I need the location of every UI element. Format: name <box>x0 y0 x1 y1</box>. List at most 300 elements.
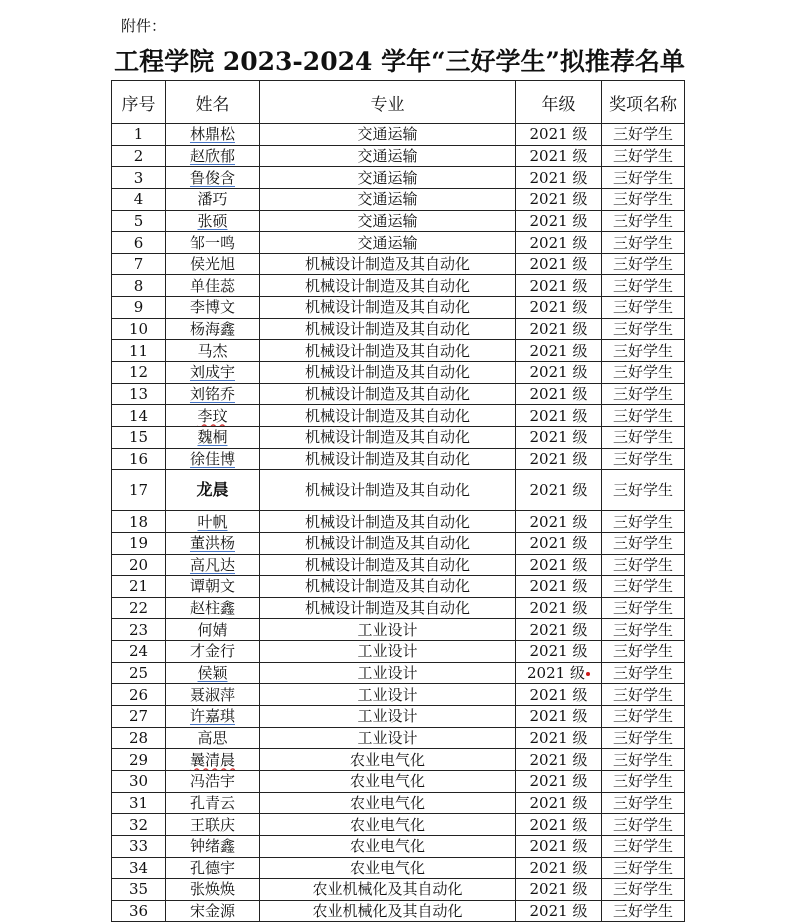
award-cell-text: 三好学生 <box>612 728 673 747</box>
table-row <box>112 470 685 511</box>
grade-cell <box>516 706 602 728</box>
grade-cell-text: 2021 级 <box>529 146 588 165</box>
student-name <box>166 576 260 598</box>
row-number-text: 20 <box>128 555 149 574</box>
student-name-text: 赵柱鑫 <box>189 599 235 618</box>
major-cell <box>260 362 516 384</box>
major-cell-text: 交通运输 <box>357 211 418 230</box>
award-cell-text: 三好学生 <box>612 793 673 812</box>
row-number <box>112 145 166 167</box>
grade-cell-text: 2021 级 <box>529 190 588 209</box>
award-cell <box>602 124 685 146</box>
row-number-text: 5 <box>133 211 144 230</box>
major-cell <box>260 297 516 319</box>
award-cell-text: 三好学生 <box>612 534 673 553</box>
table-row <box>112 662 685 684</box>
award-cell <box>602 879 685 901</box>
student-name-text: 张硕 <box>197 211 228 230</box>
major-cell-text: 机械设计制造及其自动化 <box>304 276 470 295</box>
award-cell <box>602 706 685 728</box>
grade-cell-text: 2021 级 <box>529 902 588 921</box>
row-number <box>112 641 166 663</box>
row-number-text: 30 <box>128 772 149 791</box>
award-cell <box>602 318 685 340</box>
row-number-text: 21 <box>128 577 149 596</box>
major-cell-text: 机械设计制造及其自动化 <box>304 406 470 425</box>
row-number <box>112 426 166 448</box>
award-cell <box>602 727 685 749</box>
row-number-text: 17 <box>128 481 149 500</box>
student-name-text: 刘铭乔 <box>189 385 235 403</box>
award-cell <box>602 597 685 619</box>
major-cell <box>260 448 516 470</box>
award-cell <box>602 253 685 275</box>
major-cell-text: 机械设计制造及其自动化 <box>304 534 470 553</box>
award-cell <box>602 662 685 684</box>
table-row <box>112 318 685 340</box>
row-number <box>112 532 166 554</box>
row-number-text: 19 <box>128 534 149 553</box>
student-name-text: 王联庆 <box>189 815 235 834</box>
student-name-text: 侯颖 <box>197 664 228 683</box>
award-cell <box>602 275 685 297</box>
header-major: 专业 <box>260 81 516 124</box>
award-cell-text: 三好学生 <box>612 233 673 252</box>
table-row <box>112 554 685 576</box>
grade-cell-text: 2021 级 <box>529 837 588 856</box>
award-cell <box>602 792 685 814</box>
grade-cell-text: 2021 级 <box>529 577 588 596</box>
student-name-text: 何婧 <box>197 620 228 639</box>
student-name <box>166 879 260 901</box>
row-number-text: 4 <box>133 190 144 209</box>
major-cell <box>260 210 516 232</box>
table-row <box>112 145 685 167</box>
award-cell <box>602 362 685 384</box>
major-cell-text: 农业电气化 <box>349 793 425 812</box>
row-number <box>112 619 166 641</box>
row-number <box>112 383 166 405</box>
award-cell <box>602 405 685 427</box>
grade-cell <box>516 684 602 706</box>
student-name-text: 杨海鑫 <box>189 320 235 339</box>
row-number-text: 26 <box>128 685 149 704</box>
major-cell <box>260 426 516 448</box>
student-name-text: 侯光旭 <box>189 255 235 274</box>
award-cell <box>602 814 685 836</box>
student-name <box>166 749 260 771</box>
grade-cell <box>516 340 602 362</box>
grade-cell <box>516 362 602 384</box>
table-row <box>112 405 685 427</box>
award-cell <box>602 448 685 470</box>
row-number <box>112 576 166 598</box>
grade-cell <box>516 470 602 511</box>
grade-cell-text: 2021 级 <box>529 599 588 618</box>
grade-cell <box>516 210 602 232</box>
grade-cell <box>516 597 602 619</box>
major-cell <box>260 318 516 340</box>
major-cell-text: 机械设计制造及其自动化 <box>304 320 470 339</box>
row-number-text: 9 <box>133 298 144 317</box>
row-number <box>112 167 166 189</box>
major-cell <box>260 232 516 254</box>
student-name-text: 董洪杨 <box>189 534 235 553</box>
major-cell <box>260 641 516 663</box>
table-row <box>112 835 685 857</box>
grade-cell <box>516 405 602 427</box>
grade-cell-text: 2021 级 <box>529 858 588 877</box>
award-cell-text: 三好学生 <box>612 685 673 704</box>
student-name-text: 鲁俊含 <box>189 168 235 187</box>
table-row <box>112 792 685 814</box>
row-number <box>112 879 166 901</box>
grade-cell-text: 2021 级 <box>529 750 588 769</box>
award-cell-text: 三好学生 <box>612 815 673 834</box>
major-cell <box>260 662 516 684</box>
major-cell-text: 机械设计制造及其自动化 <box>304 298 470 317</box>
table-row <box>112 879 685 901</box>
major-cell <box>260 706 516 728</box>
student-name <box>166 792 260 814</box>
table-row <box>112 340 685 362</box>
major-cell-text: 农业电气化 <box>349 837 425 856</box>
table-row <box>112 706 685 728</box>
student-name-text: 潘巧 <box>197 190 228 209</box>
award-cell-text: 三好学生 <box>612 385 673 403</box>
table-row <box>112 297 685 319</box>
table-row <box>112 576 685 598</box>
major-cell-text: 农业机械化及其自动化 <box>312 902 463 921</box>
row-number <box>112 684 166 706</box>
row-number-text: 25 <box>128 664 149 683</box>
student-name <box>166 814 260 836</box>
major-cell <box>260 554 516 576</box>
row-number-text: 31 <box>128 793 149 812</box>
table-header-row <box>112 81 685 124</box>
grade-cell-text: 2021 级 <box>529 363 588 382</box>
award-cell <box>602 576 685 598</box>
grade-cell-text: 2021 级 <box>529 512 588 531</box>
award-cell-text: 三好学生 <box>612 481 673 500</box>
major-cell-text: 机械设计制造及其自动化 <box>304 512 470 531</box>
major-cell-text: 农业电气化 <box>349 858 425 877</box>
student-name-text: 才金行 <box>189 642 235 661</box>
student-name <box>166 597 260 619</box>
table-body <box>112 124 685 922</box>
grade-cell <box>516 124 602 146</box>
major-cell <box>260 900 516 922</box>
grade-cell-text: 2021 级 <box>529 481 588 500</box>
major-cell <box>260 835 516 857</box>
major-cell-text: 交通运输 <box>357 233 418 252</box>
major-cell <box>260 792 516 814</box>
award-cell-text: 三好学生 <box>612 902 673 921</box>
student-name-text: 聂淑萍 <box>189 685 235 704</box>
major-cell-text: 机械设计制造及其自动化 <box>304 599 470 618</box>
row-number-text: 8 <box>133 276 144 295</box>
major-cell-text: 交通运输 <box>357 146 418 165</box>
student-name <box>166 706 260 728</box>
student-name-text: 张焕焕 <box>189 880 235 899</box>
row-number-text: 32 <box>128 815 149 834</box>
student-name-text: 单佳蕊 <box>189 276 235 295</box>
row-number <box>112 900 166 922</box>
student-name <box>166 470 260 511</box>
major-cell <box>260 275 516 297</box>
row-number-text: 35 <box>128 880 149 899</box>
grade-cell-text: 2021 级 <box>529 642 588 661</box>
row-number-text: 34 <box>128 858 149 877</box>
student-name <box>166 405 260 427</box>
major-cell <box>260 124 516 146</box>
major-cell-text: 工业设计 <box>357 664 418 683</box>
student-name-text: 高思 <box>197 728 228 747</box>
major-cell <box>260 511 516 533</box>
table-row <box>112 253 685 275</box>
row-number <box>112 210 166 232</box>
award-cell-text: 三好学生 <box>612 363 673 382</box>
award-cell <box>602 900 685 922</box>
row-number <box>112 706 166 728</box>
major-cell-text: 机械设计制造及其自动化 <box>304 481 470 500</box>
grade-cell-text: 2021 级 <box>527 664 585 683</box>
award-cell-text: 三好学生 <box>612 428 673 447</box>
award-cell-text: 三好学生 <box>612 276 673 295</box>
grade-cell <box>516 749 602 771</box>
grade-cell <box>516 297 602 319</box>
header-award: 奖项名称 <box>602 81 685 124</box>
grade-cell-text: 2021 级 <box>529 815 588 834</box>
major-cell <box>260 749 516 771</box>
award-cell <box>602 232 685 254</box>
row-number <box>112 554 166 576</box>
student-name-text: 谭朝文 <box>189 577 235 596</box>
student-name-text: 叶帆 <box>197 512 228 531</box>
award-cell <box>602 749 685 771</box>
award-cell-text: 三好学生 <box>612 837 673 856</box>
major-cell <box>260 405 516 427</box>
row-number-text: 29 <box>128 750 149 769</box>
student-name <box>166 340 260 362</box>
student-name <box>166 167 260 189</box>
grade-cell-text: 2021 级 <box>529 707 588 726</box>
student-name <box>166 900 260 922</box>
grade-cell <box>516 814 602 836</box>
table-row <box>112 511 685 533</box>
major-cell-text: 工业设计 <box>357 642 418 661</box>
award-cell <box>602 426 685 448</box>
grade-cell <box>516 770 602 792</box>
row-number-text: 24 <box>128 642 149 661</box>
student-name-text: 龙晨 <box>196 480 229 500</box>
row-number-text: 14 <box>128 406 149 425</box>
row-number <box>112 511 166 533</box>
award-cell <box>602 532 685 554</box>
student-name-text: 高凡达 <box>189 555 235 574</box>
student-name-text: 孔德宇 <box>189 858 235 877</box>
award-cell-text: 三好学生 <box>612 642 673 661</box>
student-name <box>166 619 260 641</box>
row-number <box>112 857 166 879</box>
row-number <box>112 340 166 362</box>
grade-cell <box>516 619 602 641</box>
major-cell-text: 农业电气化 <box>349 815 425 834</box>
header-grade: 年级 <box>516 81 602 124</box>
row-number <box>112 792 166 814</box>
award-cell-text: 三好学生 <box>612 599 673 618</box>
table-row <box>112 900 685 922</box>
table-row <box>112 749 685 771</box>
row-number-text: 10 <box>128 320 149 339</box>
award-cell-text: 三好学生 <box>612 146 673 165</box>
student-name <box>166 835 260 857</box>
student-name <box>166 145 260 167</box>
major-cell <box>260 383 516 405</box>
table-row <box>112 597 685 619</box>
award-cell <box>602 511 685 533</box>
row-number-text: 33 <box>128 837 149 856</box>
award-cell-text: 三好学生 <box>612 880 673 899</box>
student-name-text: 林鼎松 <box>189 125 235 144</box>
award-cell-text: 三好学生 <box>612 406 673 425</box>
award-cell <box>602 770 685 792</box>
major-cell <box>260 857 516 879</box>
major-cell-text: 机械设计制造及其自动化 <box>304 428 470 447</box>
award-cell <box>602 383 685 405</box>
award-cell <box>602 835 685 857</box>
major-cell-text: 机械设计制造及其自动化 <box>304 449 470 468</box>
student-name <box>166 770 260 792</box>
grade-cell-text: 2021 级 <box>529 211 588 230</box>
student-name-text: 冯浩宇 <box>189 772 235 791</box>
student-name <box>166 857 260 879</box>
grade-cell <box>516 448 602 470</box>
table-row <box>112 532 685 554</box>
major-cell <box>260 619 516 641</box>
student-name <box>166 662 260 684</box>
award-cell-text: 三好学生 <box>612 664 673 683</box>
table-row <box>112 426 685 448</box>
attachment-label: 附件： <box>121 17 167 35</box>
row-number <box>112 362 166 384</box>
award-cell <box>602 145 685 167</box>
grade-cell <box>516 145 602 167</box>
page-title: 工程学院 2023-2024 学年“三好学生”拟推荐名单 <box>114 47 685 76</box>
row-number <box>112 405 166 427</box>
grade-cell-text: 2021 级 <box>529 233 588 252</box>
student-name <box>166 641 260 663</box>
award-cell-text: 三好学生 <box>612 255 673 274</box>
row-number <box>112 275 166 297</box>
grade-cell <box>516 792 602 814</box>
grade-cell-text: 2021 级 <box>529 772 588 791</box>
table-row <box>112 857 685 879</box>
table-row <box>112 641 685 663</box>
major-cell <box>260 470 516 511</box>
student-name <box>166 554 260 576</box>
row-number-text: 16 <box>128 449 149 468</box>
award-cell <box>602 470 685 511</box>
student-name <box>166 362 260 384</box>
grade-cell <box>516 253 602 275</box>
grade-cell <box>516 188 602 210</box>
award-cell-text: 三好学生 <box>612 341 673 360</box>
grade-cell <box>516 857 602 879</box>
student-name-text: 邹一鸣 <box>189 233 235 252</box>
grade-cell <box>516 727 602 749</box>
table-row <box>112 619 685 641</box>
grade-cell <box>516 532 602 554</box>
award-cell-text: 三好学生 <box>612 555 673 574</box>
student-name-text: 李玟 <box>197 406 228 425</box>
grade-cell-text: 2021 级 <box>529 449 588 468</box>
major-cell <box>260 167 516 189</box>
row-number-text: 36 <box>128 902 149 921</box>
table-row <box>112 770 685 792</box>
row-number <box>112 770 166 792</box>
row-number-text: 13 <box>128 385 149 403</box>
table-row <box>112 684 685 706</box>
grade-cell-text: 2021 级 <box>529 685 588 704</box>
row-number-text: 6 <box>133 233 144 252</box>
grade-cell <box>516 835 602 857</box>
student-name <box>166 188 260 210</box>
major-cell <box>260 879 516 901</box>
row-number <box>112 448 166 470</box>
award-cell-text: 三好学生 <box>612 620 673 639</box>
table-row <box>112 362 685 384</box>
major-cell-text: 交通运输 <box>357 125 418 144</box>
row-number-text: 28 <box>128 728 149 747</box>
grade-cell-text: 2021 级 <box>529 320 588 339</box>
row-number <box>112 470 166 511</box>
major-cell <box>260 532 516 554</box>
table-row <box>112 124 685 146</box>
grade-cell-text: 2021 级 <box>529 168 588 187</box>
student-name <box>166 124 260 146</box>
award-cell-text: 三好学生 <box>612 125 673 144</box>
award-cell-text: 三好学生 <box>612 512 673 531</box>
award-cell <box>602 684 685 706</box>
grade-cell <box>516 662 602 684</box>
major-cell-text: 交通运输 <box>357 190 418 209</box>
row-number <box>112 814 166 836</box>
grade-cell <box>516 426 602 448</box>
recommendation-table <box>111 80 685 922</box>
row-number-text: 2 <box>133 146 144 165</box>
row-number-text: 22 <box>128 599 149 618</box>
grade-cell <box>516 879 602 901</box>
grade-cell-text: 2021 级 <box>529 534 588 553</box>
table-row <box>112 448 685 470</box>
grade-cell <box>516 900 602 922</box>
major-cell-text: 工业设计 <box>357 728 418 747</box>
student-name-text: 徐佳博 <box>189 449 235 468</box>
row-number-text: 11 <box>128 341 149 360</box>
award-cell-text: 三好学生 <box>612 577 673 596</box>
table-row <box>112 167 685 189</box>
row-number <box>112 253 166 275</box>
major-cell <box>260 597 516 619</box>
major-cell-text: 机械设计制造及其自动化 <box>304 363 470 382</box>
row-number <box>112 318 166 340</box>
major-cell <box>260 253 516 275</box>
table-row <box>112 383 685 405</box>
grade-cell-text: 2021 级 <box>529 555 588 574</box>
grade-cell-text: 2021 级 <box>529 341 588 360</box>
award-cell-text: 三好学生 <box>612 772 673 791</box>
